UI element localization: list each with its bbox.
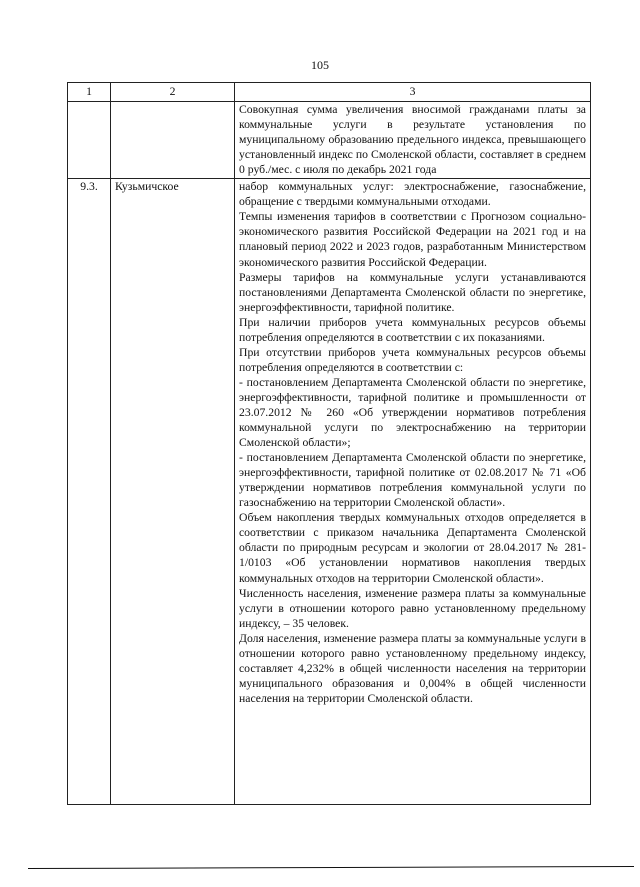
paragraph-electricity-norms: - постановлением Департамента Смоленской области по энергетике, энергоэффективности, тарифной политике и промышленности от 23.07.2012 № 260 «Об утверждении нормативов потребления коммунальной услуги по электроснабжению на территории Смоленской области»; [239, 375, 586, 450]
row2-name-cell: Кузьмичское [111, 179, 235, 805]
table-row [68, 102, 591, 179]
row1-description-cell [235, 102, 591, 179]
row1-name-cell [111, 102, 235, 179]
paragraph-waste-volume: Объем накопления твердых коммунальных отходов определяется в соответствии с приказом начальника Департамента Смоленской области по природным ресурсам и экологии от 28.04.2017 № 281-1/0103 «Об установлении нормативов накопления твердых коммунальных отходов на территории Смоленской области». [239, 511, 586, 585]
page-bottom-rule [28, 866, 634, 869]
paragraph-population-share: Доля населения, изменение размера платы за коммунальные услуги в отношении которого равно установленному предельному индексу, составляет 4,232% в общей численности населения на территории муниципального образования и 0,004% в общей численности населения на территории Смоленской области. [239, 631, 586, 705]
paragraph-tariff-rates: Темпы изменения тарифов в соответствии с Прогнозом социально-экономического развития Российской Федерации на 2021 год и на плановый период 2022 и 2023 годов, разработанным Министерством экономического развития Российской Федерации. [239, 210, 586, 269]
paragraph-meters-absent: При отсутствии приборов учета коммунальных ресурсов объемы потребления определяются в соответствии с: [239, 345, 586, 374]
row2-description-cell [235, 179, 591, 805]
tariff-table [67, 82, 591, 805]
row1-description-text: Совокупная сумма увеличения вносимой гражданами платы за коммунальные услуги в результате установления по муниципальному образованию предельного индекса, превышающего установленный индекс по Смоленской области, составляет в среднем 0 руб./мес. с июля по декабрь 2021 года [239, 103, 586, 177]
header-col-1: 1 [68, 83, 111, 102]
row1-number-cell [68, 102, 111, 179]
table-row [68, 179, 591, 805]
row2-number-cell: 9.3. [68, 179, 111, 805]
paragraph-population-count: Численность населения, изменение размера платы за коммунальные услуги в отношении которого равно установленному предельному индексу, – 35 человек. [239, 586, 586, 630]
paragraph-gas-norms: - постановлением Департамента Смоленской области по энергетике, энергоэффективности, тарифной политике от 02.08.2017 № 71 «Об утверждении нормативов потребления коммунальной услуги по газоснабжению на территории Смоленской области». [239, 451, 586, 510]
header-col-3: 3 [235, 83, 591, 102]
paragraph-utility-set: набор коммунальных услуг: электроснабжение, газоснабжение, обращение с твердыми коммунальными отходами. [239, 180, 586, 209]
paragraph-tariff-sizes: Размеры тарифов на коммунальные услуги устанавливаются постановлениями Департамента Смоленской области по энергетике, энергоэффективности, тарифной политике. [239, 270, 586, 314]
table-header-row [68, 83, 591, 102]
paragraph-meters-present: При наличии приборов учета коммунальных ресурсов объемы потребления определяются в соответствии с их показаниями. [239, 315, 586, 344]
page-number: 105 [311, 58, 329, 72]
header-col-2: 2 [111, 83, 235, 102]
